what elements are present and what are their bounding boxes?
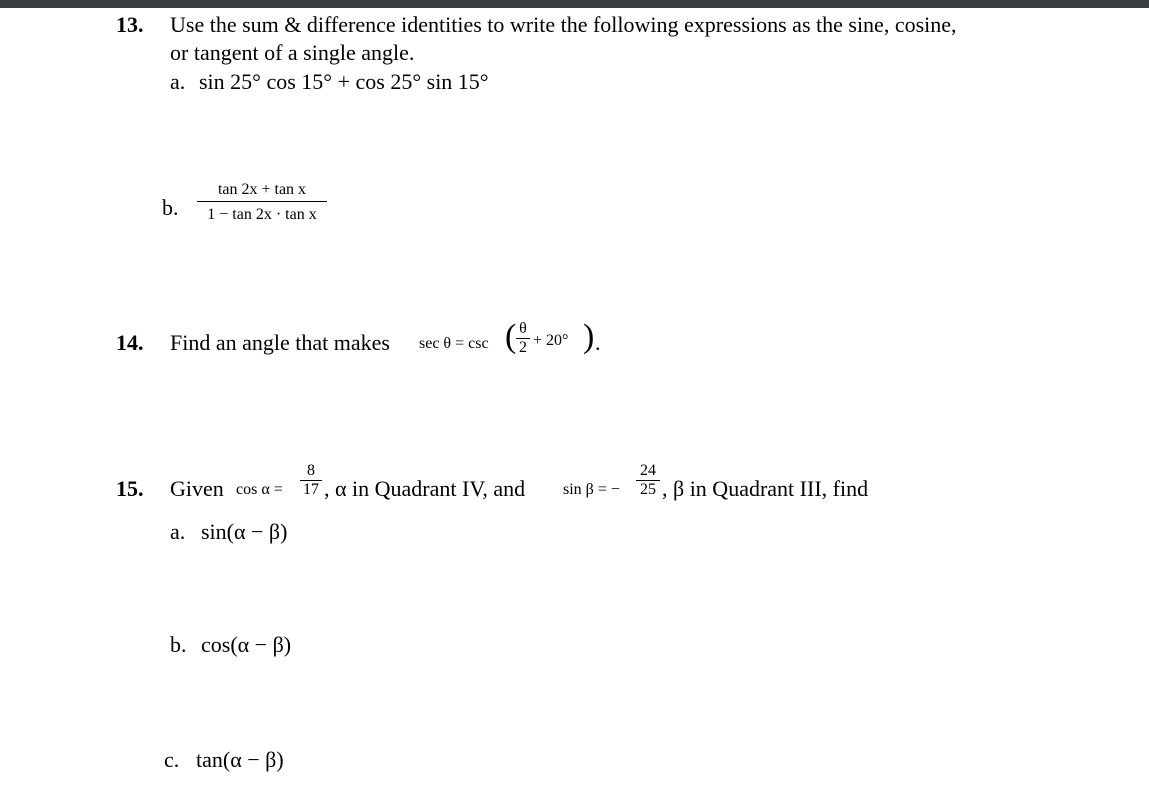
question-15-cos-alpha: cos α = <box>236 481 283 498</box>
question-13-number: 13. <box>116 12 144 37</box>
question-15-alpha-denominator: 17 <box>300 480 322 499</box>
question-13b-fraction <box>197 181 327 224</box>
question-15-alpha-numerator: 8 <box>307 462 315 479</box>
question-15c-expression: tan(α − β) <box>196 747 284 772</box>
question-13a-expression: sin 25° cos 15° + cos 25° sin 15° <box>199 69 489 94</box>
question-15-number: 15. <box>116 476 144 501</box>
question-13-instruction-line1: Use the sum & difference identities to write the following expressions as the sine, cosine, <box>170 12 957 37</box>
question-15a-expression: sin(α − β) <box>201 519 288 544</box>
question-14-fraction <box>516 320 530 357</box>
question-15a-label: a. <box>170 519 186 544</box>
question-13b-numerator: tan 2x + tan x <box>217 181 307 198</box>
question-13b-denominator: 1 − tan 2x · tan x <box>197 201 327 224</box>
question-13a-label: a. <box>170 69 186 94</box>
question-13b-label: b. <box>162 195 179 220</box>
question-14-plus-angle: + 20° <box>533 332 569 349</box>
question-14-sec-equation: sec θ = csc <box>419 335 489 352</box>
question-14-period: . <box>595 330 601 355</box>
question-15b-expression: cos(α − β) <box>201 632 292 657</box>
question-15-sin-beta: sin β = − <box>563 481 620 498</box>
question-13-instruction-line2: or tangent of a single angle. <box>170 40 415 65</box>
question-15-beta-numerator: 24 <box>640 462 656 479</box>
question-15-beta-text: , β in Quadrant III, find <box>662 476 869 501</box>
question-15-beta-denominator: 25 <box>636 480 660 499</box>
question-15-alpha-fraction <box>300 462 322 499</box>
question-14-left-paren: ( <box>505 318 517 355</box>
question-15-given: Given <box>170 476 224 501</box>
question-14-right-paren: ) <box>583 318 595 355</box>
question-14-fraction-denominator: 2 <box>516 338 530 357</box>
question-15b-label: b. <box>170 632 187 657</box>
question-14-number: 14. <box>116 330 144 355</box>
question-15-beta-fraction <box>636 462 660 499</box>
window-top-bar <box>0 0 1149 8</box>
question-14-prefix: Find an angle that makes <box>170 330 390 355</box>
question-15-alpha-text: , α in Quadrant IV, and <box>324 476 526 501</box>
question-15c-label: c. <box>164 747 180 772</box>
question-14-fraction-numerator: θ <box>519 320 527 337</box>
